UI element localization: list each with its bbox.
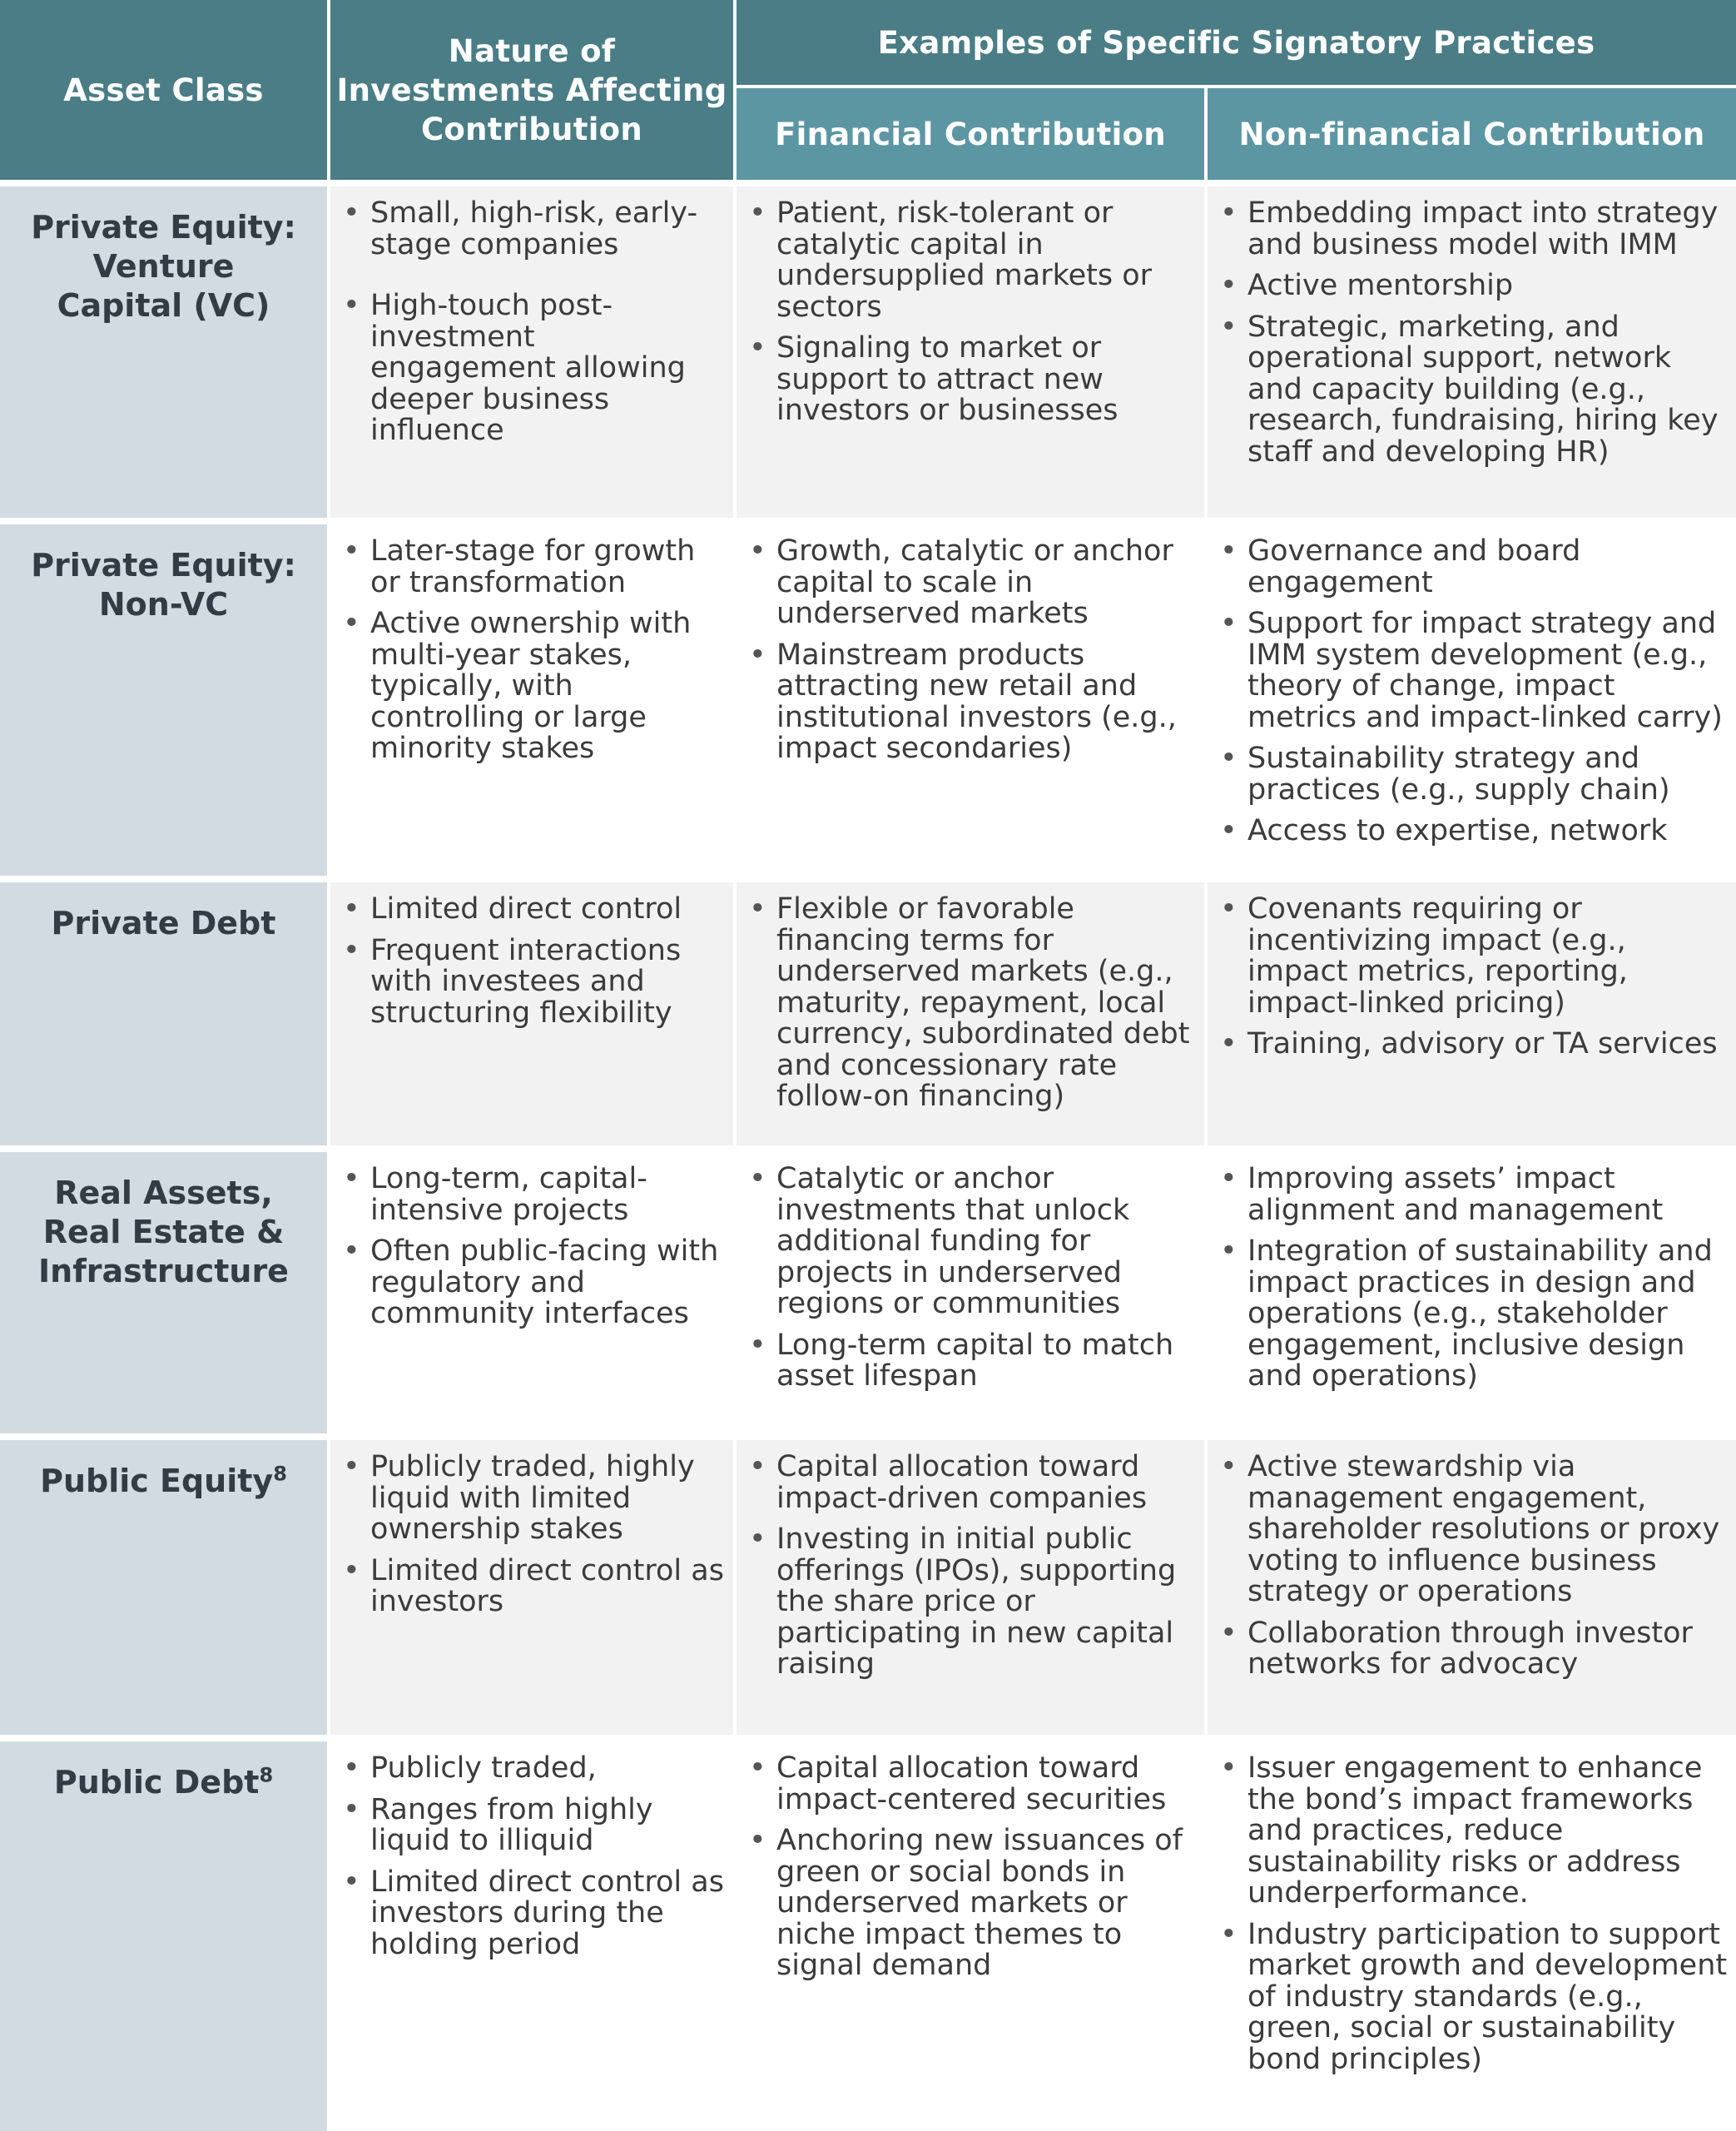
financial-cell xyxy=(737,186,1204,518)
bullet-item: • Long-term capital to match asset lifespan xyxy=(776,1330,1196,1393)
nature-cell xyxy=(330,186,733,518)
bullet-list xyxy=(776,536,1196,765)
bullet-item: • Long-term, capital-intensive projects xyxy=(370,1164,725,1226)
header-non-financial-label: Non-financial Contribution xyxy=(1238,116,1705,152)
bullet-item: • Capital allocation toward impact-centered securities xyxy=(776,1753,1196,1816)
bullet-item: • Anchoring new issuances of green or social bonds in underserved markets or niche impact themes to signal demand xyxy=(776,1826,1196,1982)
header-nature-label: Nature of Investments Affecting Contribution xyxy=(336,32,727,147)
financial-cell xyxy=(737,1440,1204,1735)
bullet-item: • Embedding impact into strategy and business model with IMM xyxy=(1247,198,1728,261)
asset-class-cell xyxy=(0,1440,327,1735)
financial-cell xyxy=(737,1152,1204,1433)
footnote-marker: 8 xyxy=(273,1462,287,1486)
bullet-item: • Active ownership with multi-year stakes, typically, with controlling or large minority stakes xyxy=(370,609,725,765)
header-asset-class-label: Asset Class xyxy=(63,72,264,108)
header-non-financial xyxy=(1208,88,1736,180)
bullet-item: • Integration of sustainability and impact practices in design and operations (e.g., stakeholder engagement, inclusive design and operations) xyxy=(1247,1236,1728,1393)
financial-cell xyxy=(737,1741,1204,2131)
bullet-list xyxy=(370,536,725,765)
asset-class-cell xyxy=(0,1741,327,2131)
non-financial-cell xyxy=(1208,1440,1736,1735)
bullet-item: • Often public-facing with regulatory and community interfaces xyxy=(370,1236,725,1330)
bullet-item: • Ranges from highly liquid to illiquid xyxy=(370,1795,725,1857)
bullet-item: • Investing in initial public offerings (IPOs), supporting the share price or participating in new capital raising xyxy=(776,1524,1196,1681)
bullet-list xyxy=(776,1164,1196,1393)
bullet-list xyxy=(776,1753,1196,1982)
bullet-item: • Training, advisory or TA services xyxy=(1247,1029,1728,1061)
bullet-list xyxy=(1247,198,1728,468)
header-asset-class xyxy=(0,0,327,180)
bullet-item: • Access to expertise, network xyxy=(1247,816,1728,847)
bullet-item: • Small, high-risk, early-stage companies xyxy=(370,198,725,261)
nature-cell xyxy=(330,1152,733,1433)
bullet-item: • Governance and board engagement xyxy=(1247,536,1728,599)
nature-cell xyxy=(330,1440,733,1735)
asset-class-label: Public Equity$^8$ xyxy=(40,1462,287,1499)
bullet-item: • Covenants requiring or incentivizing impact (e.g., impact metrics, reporting, impact-linked pricing) xyxy=(1247,894,1728,1019)
non-financial-cell xyxy=(1208,1741,1736,2131)
bullet-item: • Collaboration through investor networks for advocacy xyxy=(1247,1618,1728,1681)
bullet-item: • Catalytic or anchor investments that unlock additional funding for projects in underserved regions or communities xyxy=(776,1164,1196,1320)
header-nature xyxy=(330,0,733,180)
non-financial-cell xyxy=(1208,186,1736,518)
asset-class-label: Private Equity: Venture Capital (VC) xyxy=(31,209,296,324)
bullet-list xyxy=(1247,1164,1728,1393)
bullet-item: • Mainstream products attracting new retail and institutional investors (e.g., impact secondaries) xyxy=(776,640,1196,765)
header-examples xyxy=(737,0,1736,85)
header-examples-label: Examples of Specific Signatory Practices xyxy=(877,24,1595,61)
bullet-item: • Frequent interactions with investees and structuring flexibility xyxy=(370,936,725,1030)
bullet-list xyxy=(776,198,1196,427)
bullet-item: • Limited direct control xyxy=(370,894,725,926)
bullet-item: • Issuer engagement to enhance the bond’s impact frameworks and practices, reduce sustainability risks or address underperformance. xyxy=(1247,1753,1728,1910)
bullet-item: • Capital allocation toward impact-driven companies xyxy=(776,1452,1196,1514)
non-financial-cell xyxy=(1208,1152,1736,1433)
bullet-item: • Patient, risk-tolerant or catalytic capital in undersupplied markets or sectors xyxy=(776,198,1196,323)
bullet-item: • Active mentorship xyxy=(1247,271,1728,302)
bullet-item: • Later-stage for growth or transformation xyxy=(370,536,725,599)
bullet-item: • Support for impact strategy and IMM system development (e.g., theory of change, impact metrics and impact-linked carry) xyxy=(1247,609,1728,733)
asset-class-label: Private Equity: Non-VC xyxy=(31,547,296,623)
bullet-list xyxy=(370,198,725,447)
nature-cell xyxy=(330,1741,733,2131)
financial-cell xyxy=(737,524,1204,876)
asset-class-cell xyxy=(0,524,327,876)
header-financial-label: Financial Contribution xyxy=(775,116,1166,152)
bullet-item: • Limited direct control as investors xyxy=(370,1556,725,1618)
bullet-list xyxy=(1247,894,1728,1061)
asset-class-label: Real Assets, Real Estate & Infrastructure xyxy=(38,1175,289,1289)
bullet-item: • Growth, catalytic or anchor capital to scale in underserved markets xyxy=(776,536,1196,630)
bullet-list xyxy=(370,894,725,1029)
bullet-item: • Improving assets’ impact alignment and management xyxy=(1247,1164,1728,1226)
nature-cell xyxy=(330,882,733,1145)
bullet-item: • Publicly traded, highly liquid with limited ownership stakes xyxy=(370,1452,725,1546)
asset-class-label: Public Debt$^8$ xyxy=(53,1763,274,1801)
nature-cell xyxy=(330,524,733,876)
footnote-marker: 8 xyxy=(259,1763,274,1787)
non-financial-cell xyxy=(1208,882,1736,1145)
bullet-list xyxy=(776,894,1196,1113)
bullet-item: • Industry participation to support market growth and development of industry standards (e.g., green, social or sustainability bond principles) xyxy=(1247,1920,1728,2076)
asset-class-label: Private Debt xyxy=(51,905,276,941)
bullet-item: • High-touch post-investment engagement allowing deeper business influence xyxy=(370,291,725,447)
header-financial xyxy=(737,88,1204,180)
asset-class-cell xyxy=(0,186,327,518)
bullet-item: • Flexible or favorable financing terms for underserved markets (e.g., maturity, repayment, local currency, subordinated debt and concessionary rate follow-on financing) xyxy=(776,894,1196,1113)
asset-class-cell xyxy=(0,1152,327,1433)
bullet-item: • Active stewardship via management engagement, shareholder resolutions or proxy voting to influence business strategy or operations xyxy=(1247,1452,1728,1608)
bullet-list xyxy=(370,1753,725,1960)
bullet-item: • Strategic, marketing, and operational support, network and capacity building (e.g., research, fundraising, hiring key staff and developing HR) xyxy=(1247,312,1728,469)
financial-cell xyxy=(737,882,1204,1145)
bullet-list xyxy=(776,1452,1196,1681)
bullet-list xyxy=(1247,1753,1728,2075)
bullet-item: • Signaling to market or support to attract new investors or businesses xyxy=(776,333,1196,427)
bullet-item: • Limited direct control as investors during the holding period xyxy=(370,1867,725,1961)
bullet-list xyxy=(1247,536,1728,847)
bullet-list xyxy=(370,1452,725,1618)
non-financial-cell xyxy=(1208,524,1736,876)
bullet-item: • Sustainability strategy and practices (e.g., supply chain) xyxy=(1247,743,1728,806)
asset-class-cell xyxy=(0,882,327,1145)
bullet-item: • Publicly traded, xyxy=(370,1753,725,1785)
bullet-list xyxy=(1247,1452,1728,1681)
bullet-list xyxy=(370,1164,725,1330)
